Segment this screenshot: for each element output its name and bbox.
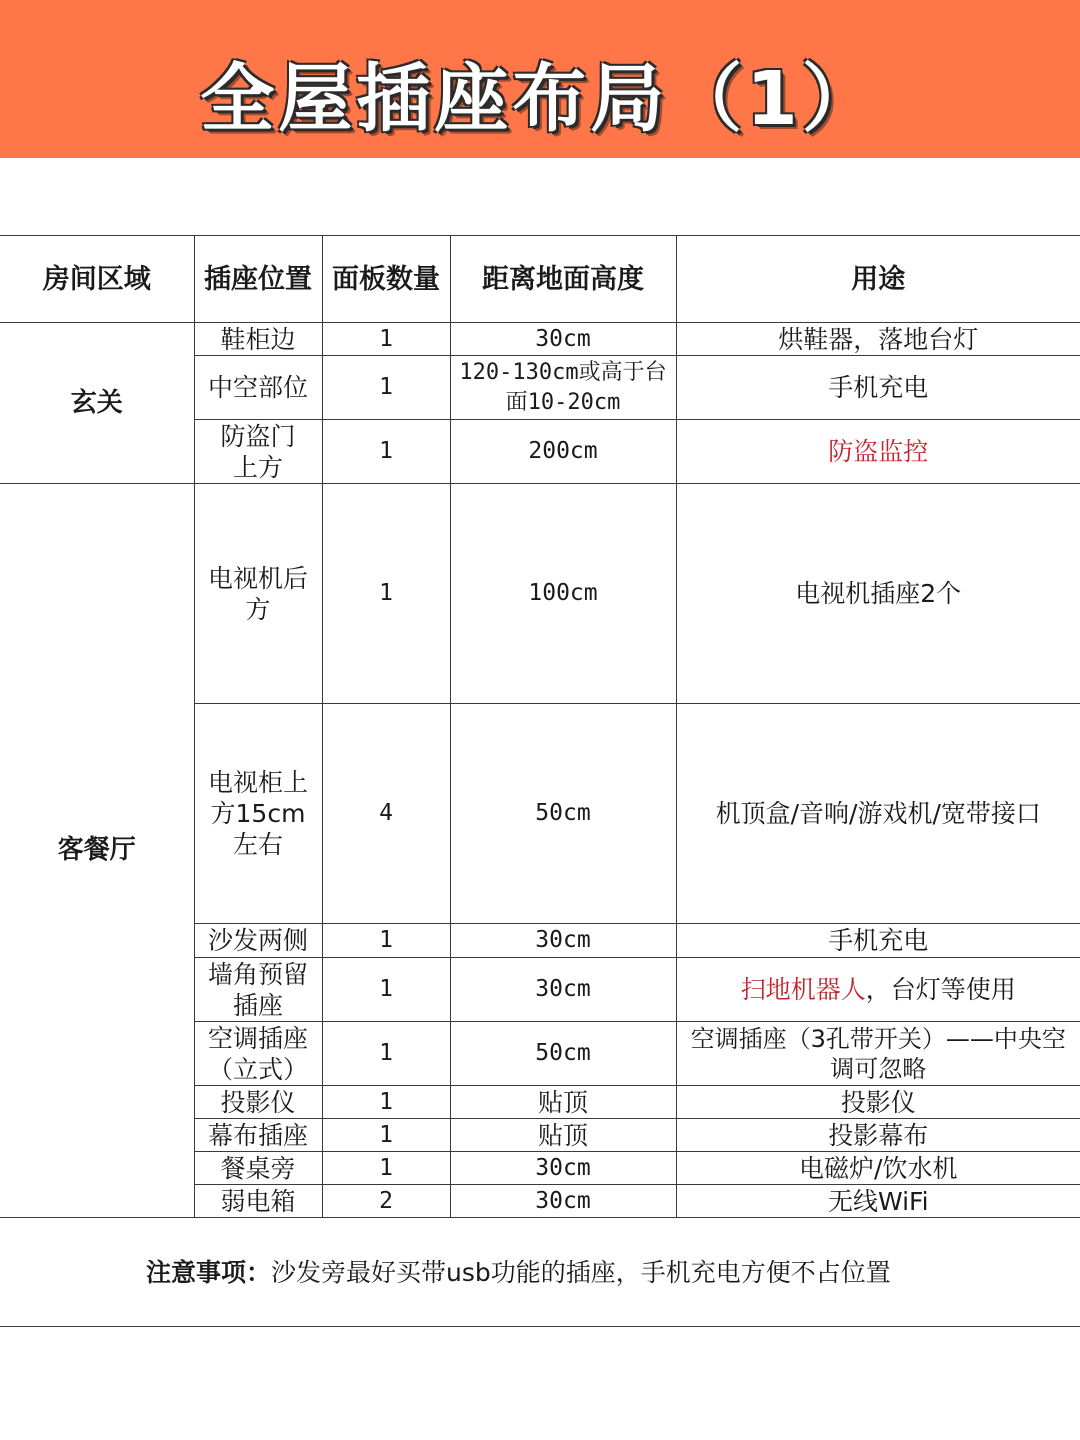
cell-height: 100cm	[450, 484, 676, 704]
cell-use: 手机充电	[676, 924, 1080, 958]
zone-entrance: 玄关	[0, 323, 194, 484]
table-header-row	[0, 236, 1080, 323]
cell-position: 防盗门上方	[194, 420, 322, 484]
cell-position: 餐桌旁	[194, 1152, 322, 1185]
column-header-use: 用途	[676, 236, 1080, 323]
cell-count: 1	[322, 420, 450, 484]
cell-use: 电磁炉/饮水机	[676, 1152, 1080, 1185]
cell-count: 4	[322, 704, 450, 924]
cell-position: 投影仪	[194, 1086, 322, 1119]
cell-height: 30cm	[450, 924, 676, 958]
use-highlight: 扫地机器人	[740, 975, 866, 1004]
cell-height: 120-130cm或高于台面10-20cm	[450, 356, 676, 420]
note-text: 沙发旁最好买带usb功能的插座，手机充电方便不占位置	[271, 1257, 891, 1287]
cell-count: 1	[322, 484, 450, 704]
zone-living-dining: 客餐厅	[0, 484, 194, 1218]
cell-height: 贴顶	[450, 1086, 676, 1119]
cell-height: 30cm	[450, 1185, 676, 1218]
cell-height: 30cm	[450, 1152, 676, 1185]
cell-position: 中空部位	[194, 356, 322, 420]
cell-count: 1	[322, 924, 450, 958]
column-header-count: 面板数量	[322, 236, 450, 323]
cell-use: 电视机插座2个	[676, 484, 1080, 704]
cell-use: 投影仪	[676, 1086, 1080, 1119]
table-row	[0, 323, 1080, 356]
cell-use: 机顶盒/音响/游戏机/宽带接口	[676, 704, 1080, 924]
cell-height: 30cm	[450, 323, 676, 356]
cell-count: 1	[322, 1152, 450, 1185]
cell-position: 空调插座（立式）	[194, 1022, 322, 1086]
cell-height: 200cm	[450, 420, 676, 484]
cell-position: 电视机后方	[194, 484, 322, 704]
cell-position: 弱电箱	[194, 1185, 322, 1218]
cell-count: 1	[322, 356, 450, 420]
cell-use: 无线WiFi	[676, 1185, 1080, 1218]
column-header-zone: 房间区域	[0, 236, 194, 323]
cell-position: 幕布插座	[194, 1119, 322, 1152]
cell-position: 电视柜上方15cm左右	[194, 704, 322, 924]
socket-table	[0, 235, 1080, 1327]
cell-use: 投影幕布	[676, 1119, 1080, 1152]
cell-position: 墙角预留插座	[194, 958, 322, 1022]
column-header-height: 距离地面高度	[450, 236, 676, 323]
use-rest: ，台灯等使用	[865, 975, 1016, 1004]
cell-position: 鞋柜边	[194, 323, 322, 356]
cell-height: 50cm	[450, 704, 676, 924]
cell-height: 50cm	[450, 1022, 676, 1086]
cell-use: 烘鞋器，落地台灯	[676, 323, 1080, 356]
cell-use: 空调插座（3孔带开关）——中央空调可忽略	[676, 1022, 1080, 1086]
note-label: 注意事项：	[146, 1257, 272, 1287]
cell-count: 1	[322, 958, 450, 1022]
note-cell	[0, 1218, 1080, 1327]
cell-position: 沙发两侧	[194, 924, 322, 958]
cell-height: 贴顶	[450, 1119, 676, 1152]
cell-count: 1	[322, 1022, 450, 1086]
column-header-position: 插座位置	[194, 236, 322, 323]
page-title: 全屋插座布局（1）	[200, 56, 880, 142]
title-banner	[0, 0, 1080, 158]
cell-count: 1	[322, 1086, 450, 1119]
cell-count: 1	[322, 1119, 450, 1152]
cell-use: 防盗监控	[676, 420, 1080, 484]
cell-count: 2	[322, 1185, 450, 1218]
cell-count: 1	[322, 323, 450, 356]
cell-height: 30cm	[450, 958, 676, 1022]
table-row	[0, 484, 1080, 704]
socket-layout-sheet	[0, 235, 1080, 1333]
note-row	[0, 1218, 1080, 1327]
cell-use	[676, 958, 1080, 1022]
cell-use: 手机充电	[676, 356, 1080, 420]
